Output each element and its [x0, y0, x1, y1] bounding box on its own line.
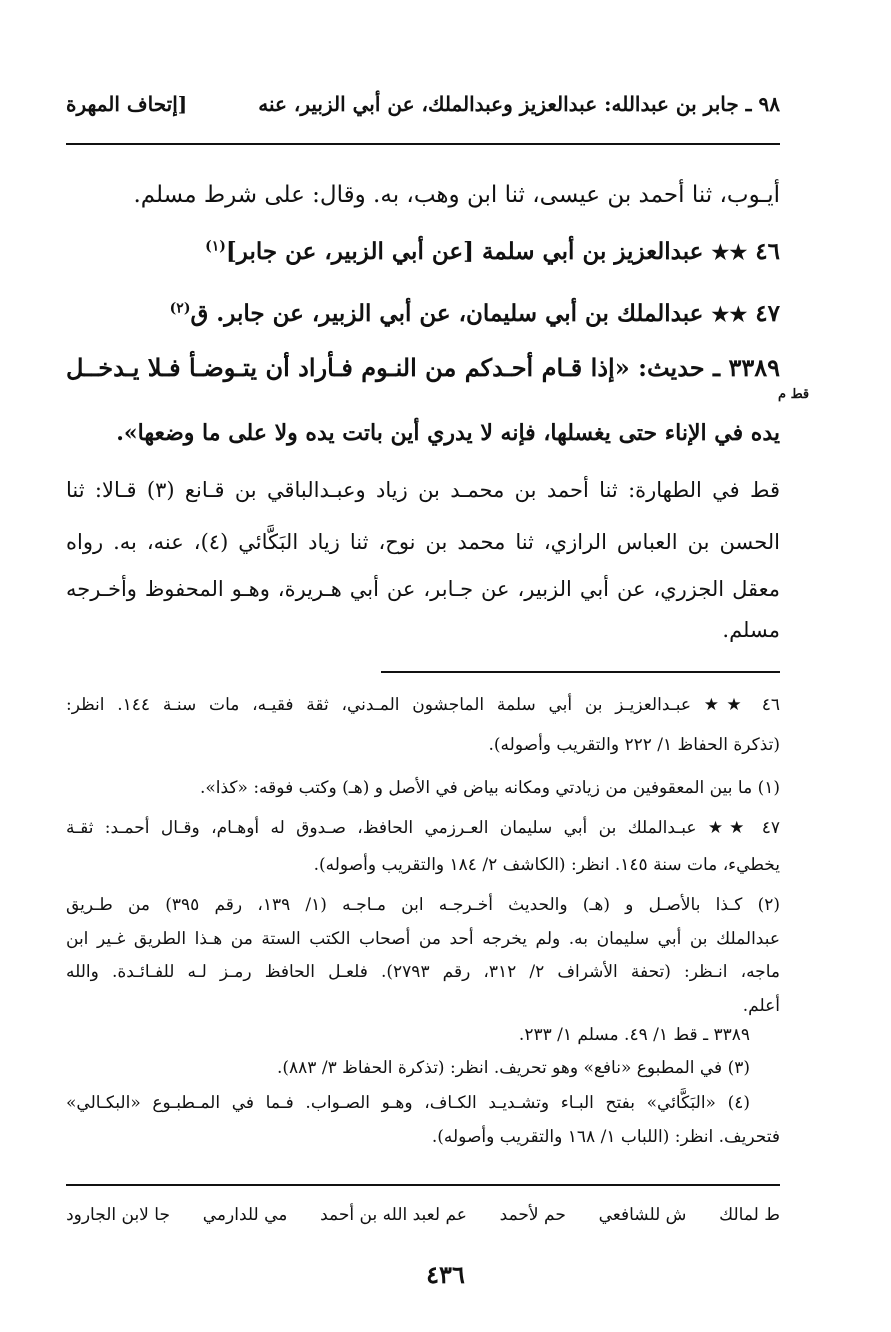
entry-47-note-ref: (٢): [169, 300, 191, 317]
footnote-line: ٤٦ ★★ عبـدالعزيـز بن أبي سلمة الماجشون المـدني، ثقة فقيـه، مات سنـة ١٤٤. انظر:: [66, 695, 780, 715]
footnote-line: ماجه، انـظر: (تحفة الأشراف ٢/ ٣١٢، رقم ٢٧٩٣). فلعـل الحافظ رمـز لـه للفـائـدة. والله: [66, 962, 780, 982]
footnote-line: ٣٣٨٩ ـ قط ١/ ٤٩. مسلم ١/ ٢٣٣.: [518, 1025, 750, 1045]
page-header: [66, 92, 780, 128]
book-title: [إتحاف المهرة: [66, 92, 188, 116]
footnote-line: يخطيء، مات سنة ١٤٥. انظر: (الكاشف ٢/ ١٨٤ والتقريب وأصوله).: [313, 855, 780, 875]
continuation-line: أيـوب، ثنا أحمد بن عيسى، ثنا ابن وهب، به. وقال: على شرط مسلم.: [133, 182, 780, 208]
footnote-line: (٢) كـذا بالأصـل و (هـ) والحديث أخـرجـه ابن مـاجـه (١/ ١٣٩، رقم ٣٩٥) من طـريق: [66, 895, 780, 915]
footnote-line: (٣) في المطبوع «نافع» وهو تحريف. انظر: (تذكرة الحفاظ ٣/ ٨٨٣).: [276, 1058, 750, 1078]
takhrij-line-2: الحسن بن العباس الرازي، ثنا محمد بن نوح، ثنا زياد البَكَّائي (٤)، عنه، به. رواه: [66, 530, 780, 554]
stars-icon: ★★: [711, 240, 748, 264]
entry-46-note-ref: (١): [205, 238, 226, 255]
hadith-source-symbol: قط م: [778, 387, 810, 402]
legend-item: ش للشافعي: [598, 1205, 687, 1225]
footnote-line: (تذكرة الحفاظ ١/ ٢٢٢ والتقريب وأصوله).: [488, 735, 780, 755]
legend-item: ط لمالك: [719, 1205, 780, 1225]
footnote-line: (١) ما بين المعقوفين من زيادتي ومكانه بياض في الأصل و (هـ) وكتب فوقه: «كذا».: [199, 778, 780, 798]
footnote-line: فتحريف. انظر: (اللباب ١/ ١٦٨ والتقريب وأصوله).: [431, 1127, 780, 1147]
chapter-title: ٩٨ ـ جابر بن عبدالله: عبدالعزيز وعبدالملك، عن أبي الزبير، عنه: [258, 92, 780, 116]
footnote-line: عبدالملك بن أبي سليمان به. ولم يخرجه أحد من أصحاب الكتب الستة من هـذا الطريق غـير ابن: [66, 929, 780, 949]
legend-item: حم لأحمد: [499, 1205, 566, 1225]
entry-47-number: ٤٧: [755, 300, 780, 327]
header-divider: [66, 143, 780, 145]
legend-divider: [66, 1184, 780, 1186]
entry-47-text: عبدالملك بن أبي سليمان، عن أبي الزبير، عن جابر. ق: [190, 300, 704, 327]
legend-item: عم لعبد الله بن أحمد: [320, 1205, 467, 1225]
hadith-line-1: ٣٣٨٩ ـ حديث: «إذا قـام أحـدكم من النـوم فـأراد أن يتـوضـأ فـلا يـدخــل: [66, 353, 780, 382]
legend-item: جا لابن الجارود: [66, 1205, 170, 1225]
entry-47: [66, 300, 780, 327]
footnote-line: أعلم.: [742, 996, 780, 1016]
footnote-line: ٤٧ ★★ عبـدالملك بن أبي سليمان العـرزمي الحافظ، صـدوق له أوهـام، وقـال أحمـد: ثقـة: [66, 818, 780, 838]
footnote-divider: [381, 671, 780, 673]
legend-item: مي للدارمي: [202, 1205, 288, 1225]
entry-46: [66, 238, 780, 265]
takhrij-line-3: معقل الجزري، عن أبي الزبير، عن جـابر، عن أبي هـريرة، وهـو المحفوظ وأخـرجه: [66, 577, 780, 601]
stars-icon: ★★: [711, 302, 748, 326]
abbreviation-legend: [66, 1205, 780, 1225]
hadith-line-2: يده في الإناء حتى يغسلها، فإنه لا يدري أين باتت يده ولا على ما وضعها».: [116, 420, 780, 446]
takhrij-line-4: مسلم.: [722, 618, 780, 642]
entry-46-number: ٤٦: [755, 238, 780, 265]
entry-46-text: عبدالعزيز بن أبي سلمة [عن أبي الزبير، عن جابر]: [225, 238, 704, 265]
page-number: ٤٣٦: [426, 1260, 465, 1289]
footnote-line: (٤) «البَكَّائي» بفتح البـاء وتشـديـد الكـاف، وهـو الصـواب. فـما في المـطبـوع «البكـالي»: [66, 1093, 750, 1113]
takhrij-line-1: قط في الطهارة: ثنا أحمد بن محمـد بن زياد وعبـدالباقي بن قـانع (٣) قـالا: ثنا: [66, 478, 780, 502]
